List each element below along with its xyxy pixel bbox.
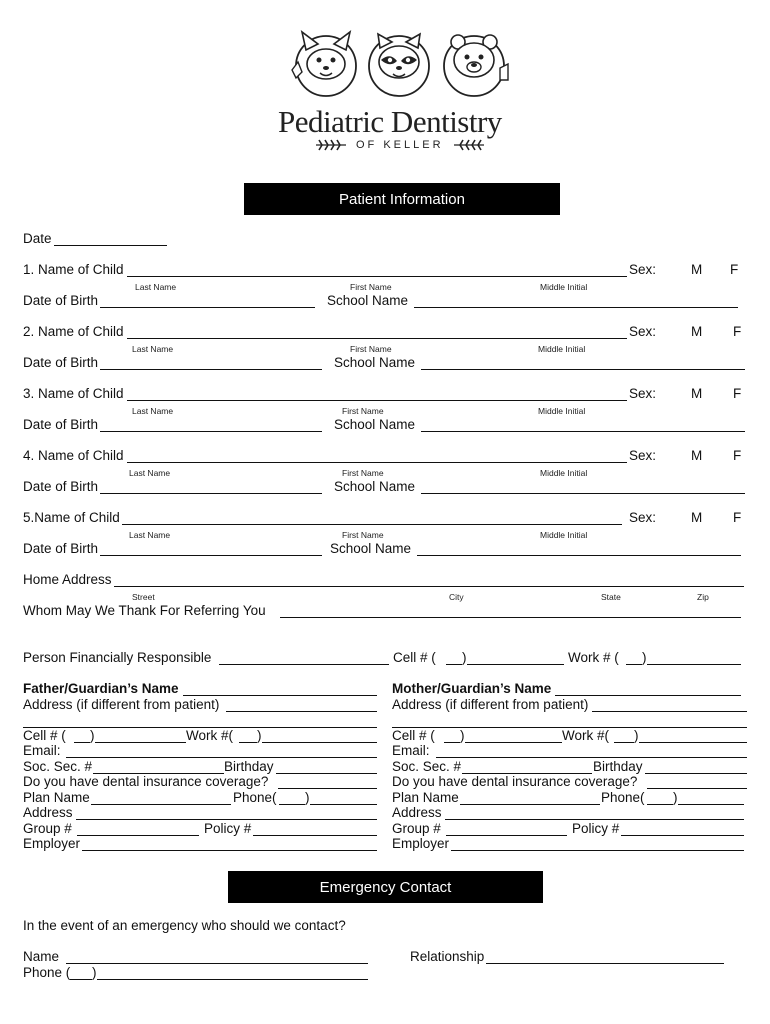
father-group-label: Group #: [23, 821, 72, 836]
child-1-dob-label: Date of Birth: [23, 293, 99, 308]
child-1-school-label: School Name: [327, 293, 409, 308]
child-1-dob-field[interactable]: [100, 307, 315, 308]
father-employer-field[interactable]: [82, 850, 377, 851]
child-5-sex-label: Sex:: [629, 510, 657, 525]
father-work-number-field[interactable]: [262, 742, 377, 743]
mother-cell-close-paren: ): [460, 728, 465, 743]
home-address-field[interactable]: [114, 586, 744, 587]
first-name-caption: First Name: [350, 344, 392, 354]
mother-phone-number-field[interactable]: [678, 804, 744, 805]
child-5-school-label: School Name: [330, 541, 412, 556]
emergency-relationship-label: Relationship: [410, 949, 485, 964]
emergency-question: In the event of an emergency who should we contact?: [23, 918, 346, 933]
logo-subtitle: OF KELLER: [356, 139, 444, 151]
laurel-left-icon: [314, 138, 348, 152]
child-4-sex-m[interactable]: M: [691, 448, 703, 463]
state-caption: State: [601, 592, 621, 602]
father-policy-field[interactable]: [253, 835, 377, 836]
father-employer-label: Employer: [23, 836, 81, 851]
child-3-dob-field[interactable]: [100, 431, 322, 432]
home-address-label: Home Address: [23, 572, 112, 587]
mother-address-label: Address (if different from patient): [392, 697, 589, 712]
child-5-name-field[interactable]: [122, 524, 622, 525]
father-address2-field[interactable]: [76, 819, 377, 820]
mother-work-label: Work #(: [562, 728, 610, 743]
emergency-name-label: Name: [23, 949, 60, 964]
zip-caption: Zip: [697, 592, 709, 602]
father-phone-area-field[interactable]: [279, 804, 305, 805]
mother-group-label: Group #: [392, 821, 441, 836]
last-name-caption: Last Name: [129, 468, 171, 478]
mother-cell-area-field[interactable]: [444, 742, 460, 743]
mother-group-field[interactable]: [446, 835, 567, 836]
financially-responsible-label: Person Financially Responsible: [23, 650, 212, 665]
father-cell-number-field[interactable]: [95, 742, 186, 743]
last-name-caption: Last Name: [135, 282, 177, 292]
mother-plan-field[interactable]: [460, 804, 600, 805]
child-4-sex-label: Sex:: [629, 448, 657, 463]
last-name-caption: Last Name: [132, 406, 174, 416]
patient-information-header: Patient Information: [244, 183, 560, 215]
mother-employer-field[interactable]: [451, 850, 744, 851]
father-address-field[interactable]: [226, 711, 377, 712]
mother-plan-label: Plan Name: [392, 790, 459, 805]
pfr-cell-label: Cell # (: [393, 650, 436, 665]
financially-responsible-field[interactable]: [219, 664, 389, 665]
father-email-label: Email:: [23, 743, 61, 758]
pfr-cell-close-paren: ): [462, 650, 467, 665]
first-name-caption: First Name: [342, 406, 384, 416]
date-label: Date: [23, 231, 52, 246]
child-3-school-field[interactable]: [421, 431, 745, 432]
child-2-sex-m[interactable]: M: [691, 324, 703, 339]
father-plan-label: Plan Name: [23, 790, 90, 805]
emergency-contact-header: Emergency Contact: [228, 871, 543, 903]
last-name-caption: Last Name: [129, 530, 171, 540]
child-1-sex-label: Sex:: [629, 262, 657, 277]
father-birthday-field[interactable]: [276, 773, 377, 774]
pfr-work-close-paren: ): [642, 650, 647, 665]
father-soc-sec-label: Soc. Sec. #: [23, 759, 93, 774]
mother-address2-field[interactable]: [445, 819, 744, 820]
mother-phone-close-paren: ): [673, 790, 678, 805]
child-4-dob-label: Date of Birth: [23, 479, 99, 494]
emergency-phone-number-field[interactable]: [97, 979, 368, 980]
child-2-dob-label: Date of Birth: [23, 355, 99, 370]
father-address2-label: Address: [23, 805, 73, 820]
father-address-label: Address (if different from patient): [23, 697, 220, 712]
child-3-name-label: 3. Name of Child: [23, 386, 124, 401]
fox-icon: [288, 28, 360, 98]
father-name-field[interactable]: [183, 695, 377, 696]
child-2-sex-f[interactable]: F: [733, 324, 742, 339]
child-5-dob-field[interactable]: [100, 555, 322, 556]
father-work-area-field[interactable]: [239, 742, 257, 743]
pfr-work-number-field[interactable]: [647, 664, 741, 665]
mother-phone-area-field[interactable]: [647, 804, 673, 805]
child-2-dob-field[interactable]: [100, 369, 322, 370]
child-1-sex-f[interactable]: F: [730, 262, 739, 277]
middle-initial-caption: Middle Initial: [540, 468, 588, 478]
father-plan-field[interactable]: [91, 804, 231, 805]
child-4-sex-f[interactable]: F: [733, 448, 742, 463]
father-insurance-field[interactable]: [278, 788, 377, 789]
father-phone-number-field[interactable]: [310, 804, 377, 805]
father-cell-label: Cell # (: [23, 728, 66, 743]
mother-guardian-label: Mother/Guardian’s Name: [392, 681, 552, 696]
father-insurance-label: Do you have dental insurance coverage?: [23, 774, 269, 789]
father-phone-label: Phone(: [233, 790, 277, 805]
father-work-label: Work #(: [186, 728, 234, 743]
child-3-dob-label: Date of Birth: [23, 417, 99, 432]
mother-insurance-field[interactable]: [647, 788, 747, 789]
mother-address-field[interactable]: [592, 711, 747, 712]
first-name-caption: First Name: [350, 282, 392, 292]
father-policy-label: Policy #: [204, 821, 252, 836]
mother-soc-sec-label: Soc. Sec. #: [392, 759, 462, 774]
emergency-name-field[interactable]: [66, 963, 368, 964]
emergency-phone-close-paren: ): [92, 965, 97, 980]
emergency-relationship-field[interactable]: [486, 963, 724, 964]
bear-icon: [440, 28, 512, 98]
last-name-caption: Last Name: [132, 344, 174, 354]
child-3-school-label: School Name: [334, 417, 416, 432]
father-guardian-label: Father/Guardian’s Name: [23, 681, 179, 696]
child-5-sex-f[interactable]: F: [733, 510, 742, 525]
child-3-sex-f[interactable]: F: [733, 386, 742, 401]
father-birthday-label: Birthday: [224, 759, 274, 774]
child-3-name-field[interactable]: [127, 400, 627, 401]
middle-initial-caption: Middle Initial: [538, 344, 586, 354]
mother-work-area-field[interactable]: [614, 742, 634, 743]
father-phone-close-paren: ): [305, 790, 310, 805]
first-name-caption: First Name: [342, 468, 384, 478]
mother-birthday-field[interactable]: [645, 773, 747, 774]
first-name-caption: First Name: [342, 530, 384, 540]
mother-phone-label: Phone(: [601, 790, 645, 805]
child-2-school-label: School Name: [334, 355, 416, 370]
street-caption: Street: [132, 592, 155, 602]
logo: [270, 28, 530, 158]
mother-name-field[interactable]: [555, 695, 741, 696]
child-3-sex-label: Sex:: [629, 386, 657, 401]
pfr-cell-number-field[interactable]: [467, 664, 564, 665]
child-2-sex-label: Sex:: [629, 324, 657, 339]
mother-insurance-label: Do you have dental insurance coverage?: [392, 774, 638, 789]
logo-title: Pediatric Dentistry: [278, 104, 502, 139]
father-email-field[interactable]: [66, 757, 377, 758]
mother-policy-label: Policy #: [572, 821, 620, 836]
mother-work-number-field[interactable]: [639, 742, 747, 743]
city-caption: City: [449, 592, 464, 602]
child-1-name-field[interactable]: [127, 276, 627, 277]
child-1-name-label: 1. Name of Child: [23, 262, 124, 277]
mother-email-field[interactable]: [436, 757, 747, 758]
mother-policy-field[interactable]: [621, 835, 744, 836]
mother-email-label: Email:: [392, 743, 430, 758]
father-cell-close-paren: ): [90, 728, 95, 743]
pfr-work-area-field[interactable]: [626, 664, 642, 665]
mother-birthday-label: Birthday: [593, 759, 643, 774]
father-cell-area-field[interactable]: [74, 742, 90, 743]
father-group-field[interactable]: [77, 835, 199, 836]
mother-cell-number-field[interactable]: [465, 742, 562, 743]
child-5-sex-m[interactable]: M: [691, 510, 703, 525]
child-4-school-label: School Name: [334, 479, 416, 494]
mother-employer-label: Employer: [392, 836, 450, 851]
mother-cell-label: Cell # (: [392, 728, 435, 743]
date-field[interactable]: [54, 245, 167, 246]
pfr-cell-area-field[interactable]: [446, 664, 462, 665]
middle-initial-caption: Middle Initial: [538, 406, 586, 416]
mother-work-close-paren: ): [634, 728, 639, 743]
pfr-work-label: Work # (: [568, 650, 619, 665]
middle-initial-caption: Middle Initial: [540, 530, 588, 540]
mother-address2-label: Address: [392, 805, 442, 820]
child-3-sex-m[interactable]: M: [691, 386, 703, 401]
child-2-school-field[interactable]: [421, 369, 745, 370]
referral-label: Whom May We Thank For Referring You: [23, 603, 266, 618]
emergency-phone-label: Phone (: [23, 965, 71, 980]
child-2-name-label: 2. Name of Child: [23, 324, 124, 339]
child-1-school-field[interactable]: [414, 307, 738, 308]
child-1-sex-m[interactable]: M: [691, 262, 703, 277]
raccoon-icon: [366, 28, 432, 98]
child-5-name-label: 5.Name of Child: [23, 510, 120, 525]
child-5-dob-label: Date of Birth: [23, 541, 99, 556]
father-work-close-paren: ): [257, 728, 262, 743]
child-2-name-field[interactable]: [127, 338, 627, 339]
child-4-name-label: 4. Name of Child: [23, 448, 124, 463]
child-4-dob-field[interactable]: [100, 493, 322, 494]
referral-field[interactable]: [280, 617, 741, 618]
laurel-right-icon: [452, 138, 486, 152]
emergency-phone-area-field[interactable]: [70, 979, 92, 980]
child-4-name-field[interactable]: [127, 462, 627, 463]
child-5-school-field[interactable]: [417, 555, 741, 556]
middle-initial-caption: Middle Initial: [540, 282, 588, 292]
child-4-school-field[interactable]: [421, 493, 745, 494]
